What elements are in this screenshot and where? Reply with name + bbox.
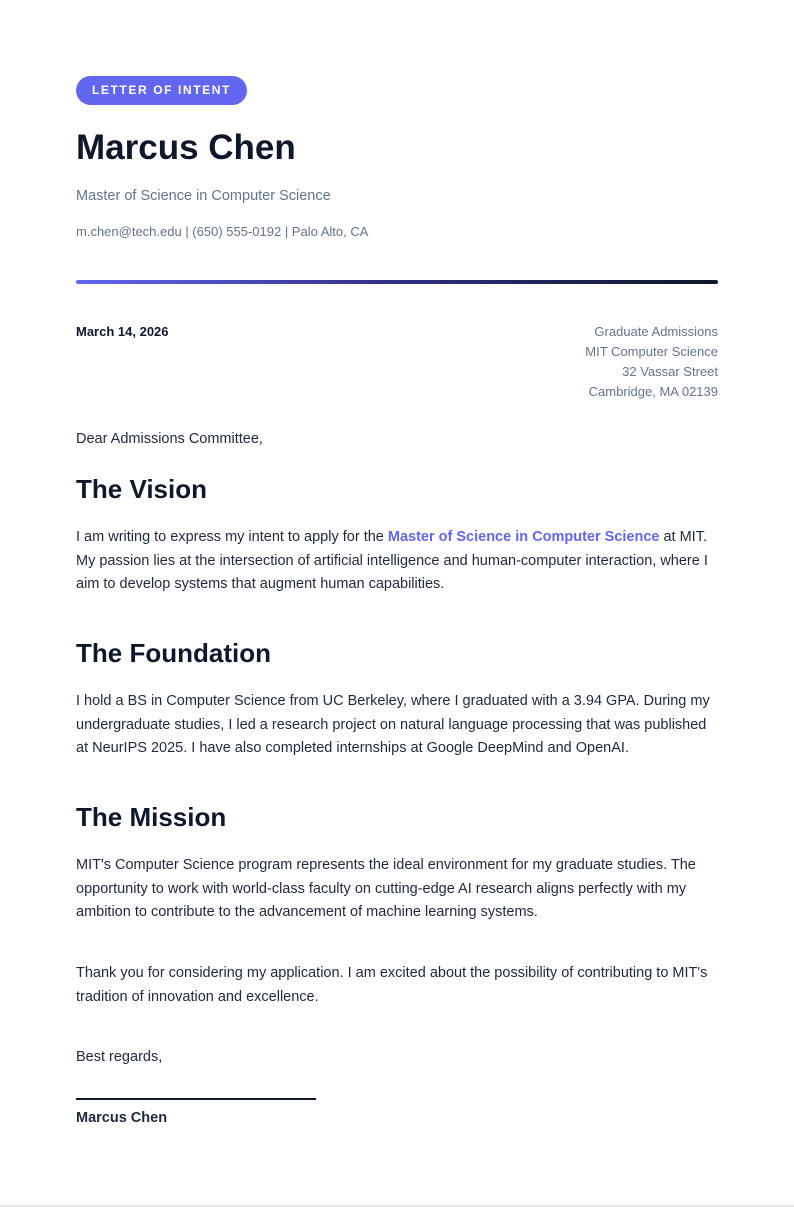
header-divider: [76, 280, 718, 284]
recipient-line: MIT Computer Science: [585, 344, 718, 359]
recipient-line: Graduate Admissions: [594, 324, 718, 339]
body-text: at MIT. My passion lies at the intersection of artificial intelligence and human-computer interaction, where I aim to develop systems that augment human capabilities.: [76, 529, 708, 592]
section-title-vision: The Vision: [76, 474, 207, 504]
recipient-line: Cambridge, MA 02139: [588, 384, 718, 399]
signature-name: Marcus Chen: [76, 1110, 168, 1126]
recipient-line: 32 Vassar Street: [622, 364, 718, 379]
section-title-mission: The Mission: [76, 802, 227, 832]
section-body-foundation: I hold a BS in Computer Science from UC Berkeley, where I graduated with a 3.94 GPA. During my undergraduate studies, I led a research project on natural language processing that was published at NeurIPS 2025. I have also completed internships at Google DeepMind and OpenAI.: [76, 693, 710, 756]
closing: Best regards,: [76, 1049, 163, 1065]
contact-info: m.chen@tech.edu | (650) 555-0192 | Palo Alto, CA: [76, 224, 369, 239]
program-subtitle: Master of Science in Computer Science: [76, 188, 331, 204]
body-text: I am writing to express my intent to apply for the: [76, 529, 388, 545]
section-body-vision: [76, 526, 718, 597]
section-body-mission: MIT's Computer Science program represents the ideal environment for my graduate studies. The opportunity to work with world-class faculty on cutting-edge AI research aligns perfectly with my ambition to contribute to the advancement of machine learning systems.: [76, 857, 696, 920]
recipient-address: [585, 322, 718, 402]
letter-date: March 14, 2026: [76, 324, 169, 339]
thank-you-paragraph: Thank you for considering my application. I am excited about the possibility of contributing to MIT's tradition of innovation and excellence.: [76, 965, 708, 1005]
signature-line: [76, 1098, 316, 1100]
program-highlight: Master of Science in Computer Science: [387, 529, 660, 545]
document-type-badge: LETTER OF INTENT: [76, 76, 247, 105]
section-title-foundation: The Foundation: [76, 638, 271, 668]
applicant-name: Marcus Chen: [76, 128, 296, 167]
letter-content: [76, 76, 718, 1126]
salutation: Dear Admissions Committee,: [76, 431, 263, 447]
